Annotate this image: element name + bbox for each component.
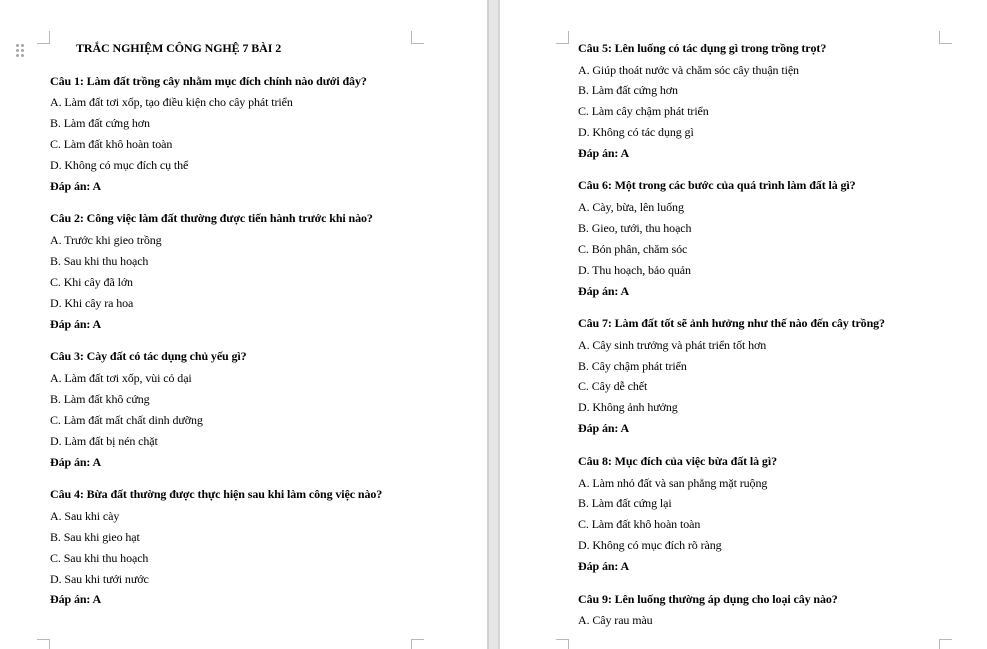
correct-answer: Đáp án: A	[578, 421, 630, 435]
answer-option: B. Làm đất cứng hơn	[50, 116, 150, 130]
answer-option: D. Khi cây ra hoa	[50, 296, 134, 310]
answer-option: A. Trước khi gieo trồng	[50, 233, 162, 247]
question-text: Câu 8: Mục đích của việc bừa đất là gì?	[578, 454, 777, 468]
margin-mark-bottom-left	[556, 639, 569, 649]
document-title: TRẮC NGHIỆM CÔNG NGHỆ 7 BÀI 2	[76, 41, 282, 55]
margin-mark-top-right	[411, 31, 424, 44]
page-gutter	[487, 0, 500, 649]
correct-answer: Đáp án: A	[578, 146, 630, 160]
answer-option: B. Cây chậm phát triển	[578, 359, 687, 373]
correct-answer: Đáp án: A	[578, 284, 630, 298]
question-text: Câu 4: Bừa đất thường được thực hiện sau khi làm công việc nào?	[50, 487, 383, 501]
answer-option: B. Làm đất cứng hơn	[578, 83, 678, 97]
answer-option: C. Cây dễ chết	[578, 379, 648, 393]
answer-option: A. Làm nhỏ đất và san phẳng mặt ruộng	[578, 476, 768, 490]
question-text: Câu 3: Cày đất có tác dụng chủ yếu gì?	[50, 349, 247, 363]
document-page-left[interactable]	[0, 0, 487, 649]
margin-mark-bottom-left	[37, 639, 50, 649]
answer-option: D. Không ảnh hưởng	[578, 400, 678, 414]
correct-answer: Đáp án: A	[50, 179, 102, 193]
answer-option: B. Làm đất cứng lại	[578, 496, 672, 510]
question-text: Câu 6: Một trong các bước của quá trình làm đất là gì?	[578, 178, 856, 192]
answer-option: A. Cây sinh trưởng và phát triển tốt hơn	[578, 338, 767, 352]
margin-mark-top-left	[37, 31, 50, 44]
correct-answer: Đáp án: A	[50, 592, 102, 606]
answer-option: D. Làm đất bị nén chặt	[50, 434, 158, 448]
answer-option: A. Làm đất tơi xốp, vùi cỏ dại	[50, 371, 192, 385]
correct-answer: Đáp án: A	[50, 317, 102, 331]
answer-option: C. Bón phân, chăm sóc	[578, 242, 688, 256]
correct-answer: Đáp án: A	[578, 559, 630, 573]
answer-option: A. Làm đất tơi xốp, tạo điều kiện cho cây phát triển	[50, 95, 293, 109]
answer-option: B. Gieo, tưới, thu hoạch	[578, 221, 692, 235]
answer-option: C. Làm đất mất chất dinh dưỡng	[50, 413, 203, 427]
margin-mark-top-right	[939, 31, 952, 44]
answer-option: D. Sau khi tưới nước	[50, 572, 149, 586]
answer-option: A. Giúp thoát nước và chăm sóc cây thuận tiện	[578, 63, 799, 77]
margin-mark-bottom-right	[939, 639, 952, 649]
answer-option: B. Sau khi gieo hạt	[50, 530, 140, 544]
answer-option: A. Sau khi cày	[50, 509, 120, 523]
document-page-right[interactable]	[500, 0, 987, 649]
margin-mark-top-left	[556, 31, 569, 44]
answer-option: C. Làm đất khô hoàn toàn	[50, 137, 173, 151]
answer-option: B. Sau khi thu hoạch	[50, 254, 149, 268]
question-text: Câu 7: Làm đất tốt sẽ ảnh hưởng như thế nào đến cây trồng?	[578, 316, 885, 330]
question-text: Câu 2: Công việc làm đất thường được tiến hành trước khi nào?	[50, 211, 373, 225]
answer-option: C. Khi cây đã lớn	[50, 275, 133, 289]
answer-option: D. Thu hoạch, bảo quản	[578, 263, 691, 277]
answer-option: A. Cày, bừa, lên luống	[578, 200, 684, 214]
question-text: Câu 1: Làm đất trồng cây nhằm mục đích chính nào dưới đây?	[50, 74, 367, 88]
answer-option: B. Làm đất khô cứng	[50, 392, 150, 406]
drag-handle-icon[interactable]	[16, 44, 24, 58]
answer-option: D. Không có tác dụng gì	[578, 125, 694, 139]
question-text: Câu 5: Lên luống có tác dụng gì trong trồng trọt?	[578, 41, 827, 55]
answer-option: C. Sau khi thu hoạch	[50, 551, 149, 565]
answer-option: C. Làm cây chậm phát triển	[578, 104, 709, 118]
correct-answer: Đáp án: A	[50, 455, 102, 469]
answer-option: A. Cây rau màu	[578, 613, 653, 627]
answer-option: D. Không có mục đích cụ thể	[50, 158, 189, 172]
answer-option: D. Không có mục đích rõ ràng	[578, 538, 722, 552]
question-text: Câu 9: Lên luống thường áp dụng cho loại cây nào?	[578, 592, 838, 606]
answer-option: C. Làm đất khô hoàn toàn	[578, 517, 701, 531]
margin-mark-bottom-right	[411, 639, 424, 649]
